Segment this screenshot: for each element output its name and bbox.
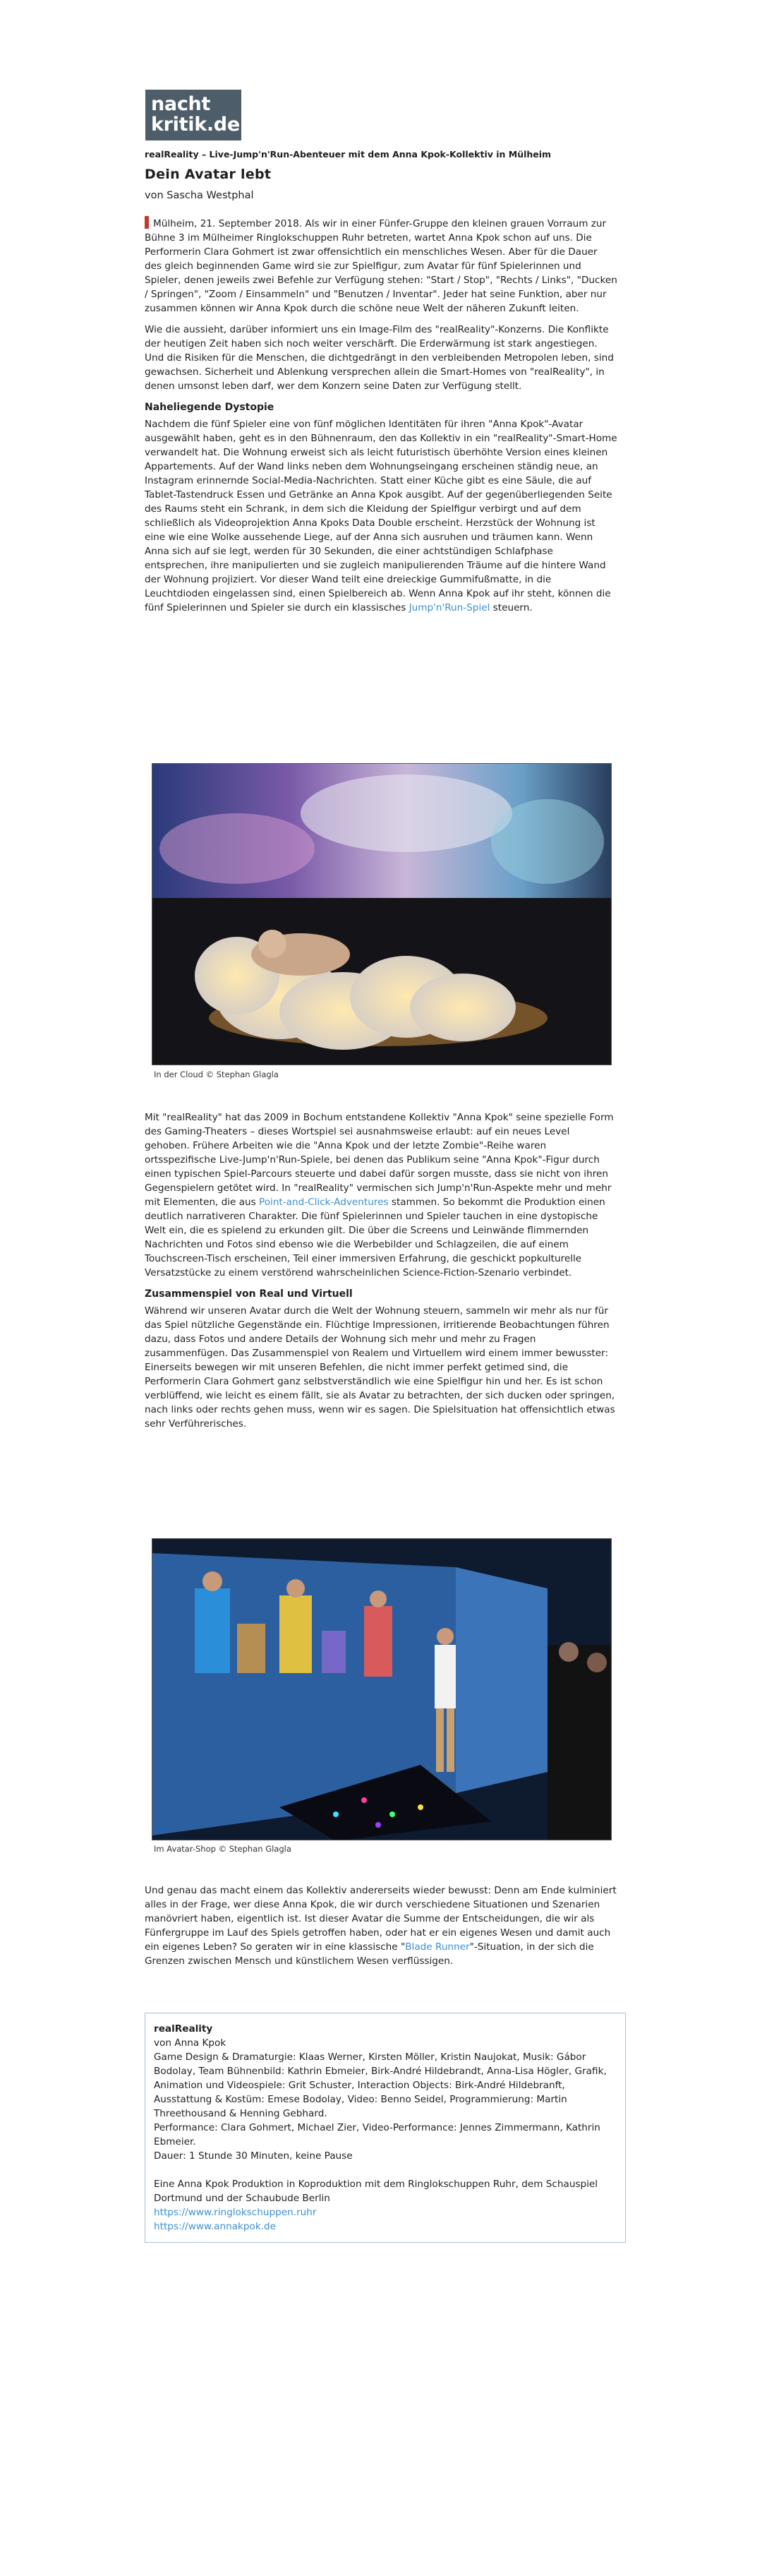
paragraph-4 [145,1110,617,1280]
paragraph-5: Während wir unseren Avatar durch die Welt der Wohnung steuern, sammeln wir mehr als nur für das Spiel nützliche Gegenstände ein. Flüchtige Impressionen, irritierende Beobachtungen führen dazu, dass Fotos und andere Details der Wohnung sich mehr und mehr zu Fragen zusammenfügen. Das Zusammenspiel von Realem und Virtuellem wird einem immer bewusster: Einerseits bewegen wir mit unseren Befehlen, die nicht immer perfekt getimed sind, die Performerin Clara Gohmert ganz selbstverständlich wie eine Spielfigur hin und her. Es ist schon verblüffend, wie leicht es einem fällt, sie als Avatar zu betrachten, der sich ducken oder springen, nach links oder rechts gehen muss, wenn wir es sagen. Die Spielsituation hat offensichtlich etwas sehr Verführerisches. [145,1305,615,1430]
logo-line-2: kritik.de [151,114,240,136]
paragraph-1-text: Mülheim, 21. September 2018. Als wir in einer Fünfer-Gruppe den kleinen grauen Vorraum zur Bühne 3 im Mülheimer Ringlokschuppen Ruhr betreten, wartet Anna Kpok schon auf uns. Die Performerin Clara Gohmert ist zwar offensichtlich ein menschliches Wesen. Aber für die Dauer des gleich beginnenden Game wird sie zur Spielfigur, zum Avatar für fünf Spielerinnen und Spieler, denen jeweils zwei Befehle zur Verfügung stehen: "Start / Stop", "Rechts / Links", "Ducken / Springen", "Zoom / Einsammeln" und "Benutzen / Inventar". Jeder hat seine Funktion, aber nur zusammen können wir Anna Kpok durch die schöne neue Welt der näheren Zukunft leiten. [145,218,617,314]
paragraph-1 [145,216,617,316]
photo-avatar-shop-image [152,1539,612,1840]
photo-cloud [152,763,612,1065]
article-kicker: realReality – Live-Jump'n'Run-Abenteuer mit dem Anna Kpok-Kollektiv in Mülheim [145,149,552,160]
ringlokschuppen-link[interactable]: https://www.ringlokschuppen.ruhr [154,2207,317,2218]
paragraph-3-tail: steuern. [490,602,533,613]
paragraph-4-text: Mit "realReality" hat das 2009 in Bochum entstandene Kollektiv "Anna Kpok" seine spezielle Form des Gaming-Theaters – dieses Wortspiel sei ausnahmsweise erlaubt: auf ein neues Level gehoben. Frühere Arbeiten wie die "Anna Kpok und der letzte Zombie"-Reihe waren ortsspezifische Live-Jump'n'Run-Spiele, bei denen das Publikum seine "Anna Kpok"-Figur durch einen typischen Spiel-Parcours steuerte und dabei dafür sorgen musste, dass sie nicht von ihren Gegenspielern getötet wird. In "realReality" vermischen sich Jump'n'Run-Aspekte mehr und mehr mit Elementen, die aus [145,1112,614,1208]
paragraph-2: Wie die aussieht, darüber informiert uns ein Image-Film des "realReality"-Konzerns. Die Konflikte der heutigen Zeit haben sich noch weiter verschärft. Die Erderwärmung ist stark angestiegen. Und die Risiken für die Menschen, die dichtgedrängt in den verbleibenden Metropolen leben, sind gewachsen. Sicherheit und Ablenkung versprechen allein die Smart-Homes von "realReality", in denen umsonst leben darf, wer dem Konzern seine Daten zur Verfügung stellt. [145,324,614,392]
article-body-2 [145,1110,617,1438]
logo-line-1: nacht [151,93,211,115]
blade-runner-link[interactable]: Blade Runner [405,1941,470,1953]
paragraph-3-text: Nachdem die fünf Spieler eine von fünf möglichen Identitäten für ihren "Anna Kpok"-Avatar ausgewählt haben, geht es in den Bühnenraum, den das Kollektiv in ein "realReality"-Smart-Home verwandelt hat. Die Wohnung erweist sich als leicht futuristisch überhöhte Version eines kleinen Appartements. Auf der Wand links neben dem Wohnungseingang erscheinen ständig neue, an Instagram erinnernde Social-Media-Nachrichten. Statt einer Küche gibt es eine Säule, die auf Tablet-Tastendruck Essen und Getränke an Anna Kpok ausgibt. Auf der gegenüberliegenden Seite des Raums steht ein Schrank, in dem sich die Kleidung der Spielfigur verbirgt und auf dem schließlich als Videoprojektion Anna Kpoks Data Double erscheint. Herzstück der Wohnung ist eine wie eine Wolke aussehende Liege, auf der Anna sich ausruhen und träumen kann. Wenn Anna sich auf sie legt, werden für 30 Sekunden, die einer achtstündigen Schlafphase entsprechen, ihre manipulierten und sie zugleich manipulierenden Träume auf die hintere Wand der Wohnung projiziert. Vor dieser Wand teilt eine dreieckige Gummifußmatte, in die Leuchtdioden eingelassen sind, einen Spielbereich ab. Wenn Anna Kpok auf ihr steht, können die fünf Spielerinnen und Spieler sie durch ein klassisches [145,419,617,613]
credits-crew: Game Design & Dramaturgie: Klaas Werner, Kirsten Möller, Kristin Naujokat, Musik: Gábor Bodolay, Team Bühnenbild: Kathrin Ebmeier, Birk-André Hildebrandt, Anna-Lisa Högler, Grafik, Animation und Videospiele: Grit Schuster, Interaction Objects: Birk-André Hildebranft, Ausstattung & Kostüm: Emese Bodolay, Video: Benno Seidel, Programmierung: Martin Threethousand & Henning Gebhard. [154,2051,607,2119]
photo-avatar-shop [152,1538,612,1840]
article-body-3 [145,1883,617,1975]
credits-cast: Performance: Clara Gohmert, Michael Zier, Video-Performance: Jennes Zimmermann, Kathrin Ebmeier. [154,2122,600,2147]
credits-duration: Dauer: 1 Stunde 30 Minuten, keine Pause [154,2150,353,2162]
subheading-2: Zusammenspiel von Real und Virtuell [145,1288,353,1300]
paragraph-6-tail: "-Situation, in der sich die Grenzen zwischen Mensch und künstlichem Wesen verflüssigen. [145,1941,594,1967]
credits-production: Eine Anna Kpok Produktion in Koproduktion mit dem Ringlokschuppen Ruhr, dem Schauspiel Dortmund und der Schaubude Berlin [154,2179,598,2204]
paragraph-4-tail: stammen. So bekommt die Produktion einen deutlich narrativeren Charakter. Die fünf Spielerinnen und Spieler tauchen in eine dystopische Welt ein, die es spielend zu erkunden gilt. Die über die Screens und Leinwände flimmernden Nachrichten und Fotos sind ebenso wie die Werbebilder und Schlagzeilen, die auf einem Touchscreen-Tisch erscheinen, Teil einer immersiven Erfahrung, die geschickt popkulturelle Versatzstücke zu einem verstörend wahrscheinlichen Science-Fiction-Szenario verbindet. [145,1197,605,1278]
site-logo[interactable] [145,90,241,140]
credits-spacer [154,2163,617,2177]
photo-cloud-image [152,764,612,1065]
subheading-1: Naheliegende Dystopie [145,402,274,413]
credits-box [145,2013,626,2243]
photo-avatar-shop-caption: Im Avatar-Shop © Stephan Glagla [154,1844,291,1854]
article-title: Dein Avatar lebt [145,167,272,182]
accent-bar [145,216,149,229]
article-body-1 [145,216,617,622]
article-author: von Sascha Westphal [145,190,254,201]
paragraph-6 [145,1883,617,1968]
paragraph-6-text: Und genau das macht einem das Kollektiv andererseits wieder bewusst: Denn am Ende kulminiert alles in der Frage, wer diese Anna Kpok, die wir durch verschiedene Situationen und Szenarien manövriert haben, eigentlich ist. Ist dieser Avatar die Summe der Entscheidungen, die wir als Fünfergruppe im Lauf des Spiels getroffen haben, oder hat er ein eigenes Wesen und damit auch ein eigenes Leben? So geraten wir in eine klassische " [145,1885,617,1953]
jump-n-run-link[interactable]: Jump'n'Run-Spiel [409,602,490,613]
credits-title: realReality [154,2023,213,2035]
photo-cloud-caption: In der Cloud © Stephan Glagla [154,1070,279,1079]
paragraph-3 [145,417,617,615]
credits-by: von Anna Kpok [154,2037,226,2049]
point-and-click-link[interactable]: Point-and-Click-Adventures [259,1197,389,1208]
annakpok-link[interactable]: https://www.annakpok.de [154,2221,277,2232]
